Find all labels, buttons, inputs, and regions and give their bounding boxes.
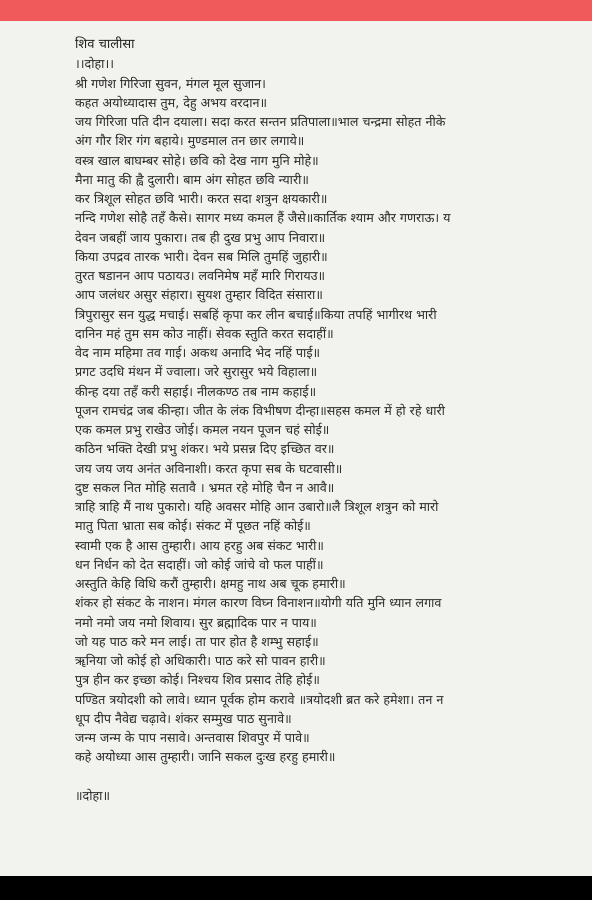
verse-line: एक कमल प्रभु राखेउ जोई। कमल नयन पूजन चहं सोई॥: [75, 422, 330, 437]
verse-line: ॠनिया जो कोई हो अधिकारी। पाठ करे सो पावन हारी॥: [75, 653, 326, 668]
verse-line: त्राहि त्राहि मैं नाथ पुकारो। यहि अवसर मोहि आन उबारो॥लै त्रिशूल शत्रुन को मारो: [75, 499, 439, 514]
verse-line: स्वामी एक है आस तुम्हारी। आय हरहु अब संकट भारी॥: [75, 537, 324, 553]
verse-line: पूजन रामचंद्र जब कीन्हा। जीत के लंक विभीषण दीन्हा॥सहस कमल में हो रहे धारी: [75, 402, 445, 418]
verse-line: दानिन महं तुम सम कोउ नाहीं। सेवक स्तुति करत सदाहीं॥: [75, 325, 334, 341]
verse-line: श्री गणेश गिरिजा सुवन, मंगल मूल सुजान।: [75, 75, 266, 91]
verse-line: अंग गौर शिर गंग बहाये। मुण्डमाल तन छार लगाये॥: [75, 133, 305, 149]
verse-line: मैना मातु की ह्वै दुलारी। बाम अंग सोहत छवि न्यारी॥: [75, 171, 309, 187]
verse-line: नन्दि गणेश सोहै तहँ कैसे। सागर मध्य कमल हैं जैसे॥कार्तिक श्याम और गणराऊ। य: [75, 210, 451, 226]
verse-line: वेद नाम महिमा तव गाई। अकथ अनादि भेद नहिं पाई॥: [75, 345, 321, 360]
verse-line: प्रगट उदधि मंथन में ज्वाला। जरे सुरासुर भये विहाला॥: [75, 364, 318, 380]
verse-line: वस्त्र खाल बाघम्बर सोहे। छवि को देख नाग मुनि मोहे॥: [75, 152, 319, 168]
verse-line: तुरत षडानन आप पठायउ। लवनिमेष महँ मारि गिरायउ॥: [75, 268, 326, 283]
verse-line: अस्तुति केहि विधि करौं तुम्हारी। क्षमहु नाथ अब चूक हमारी॥: [75, 576, 346, 591]
verse-line: जय गिरिजा पति दीन दयाला। सदा करत सन्तन प्रतिपाला॥भाल चन्द्रमा सोहत नीके: [75, 114, 446, 129]
verse-line: मातु पिता भ्राता सब कोई। संकट में पूछत नहिं कोई॥: [75, 518, 311, 534]
page-title: शिव चालीसा: [75, 37, 135, 52]
verse-line: दुष्ट सकल नित मोहि सतावै । भ्रमत रहे मोहि चैन न आवै॥: [75, 479, 335, 495]
verse-line: धन निर्धन को देत सदाहीं। जो कोई जांचे वो फल पाहीं॥: [75, 556, 324, 572]
doha-heading: ।।दोहा।।: [75, 56, 114, 72]
verse-line: कहे अयोध्या आस तुम्हारी। जानि सकल दुःख हरहु हमारी॥: [75, 749, 336, 765]
verse-line: कीन्ह दया तहँ करी सहाई। नीलकण्ठ तब नाम कहाई॥: [75, 383, 317, 399]
verse-list: [75, 74, 592, 767]
verse-line: पण्डित त्रयोदशी को लावे। ध्यान पूर्वक होम करावे ॥त्रयोदशी ब्रत करे हमेशा। तन न: [75, 691, 444, 707]
bottom-navigation-bar: [0, 876, 592, 900]
verse-line: जय जय जय अनंत अविनाशी। करत कृपा सब के घटवासी॥: [75, 460, 343, 476]
spacer: [75, 767, 592, 786]
top-status-bar: [0, 0, 592, 21]
verse-line: कर त्रिशूल सोहत छवि भारी। करत सदा शत्रुन क्षयकारी॥: [75, 191, 328, 206]
verse-line: आप जलंधर असुर संहारा। सुयश तुम्हार विदित संसारा॥: [75, 287, 323, 303]
closing-doha-heading: ॥दोहा॥: [75, 787, 110, 803]
verse-line: किया उपद्रव तारक भारी। देवन सब मिलि तुमहिं जुहारी॥: [75, 248, 328, 264]
verse-line: शंकर हो संकट के नाशन। मंगल कारण विघ्न विनाशन॥योगी यति मुनि ध्यान लगाव: [75, 595, 442, 611]
verse-line: नमो नमो जय नमो शिवाय। सुर ब्रह्मादिक पार न पाय॥: [75, 614, 317, 630]
verse-line: त्रिपुरासुर सन युद्ध मचाई। सबहिं कृपा कर लीन बचाई॥किया तपहिं भागीरथ भारी: [75, 306, 437, 322]
document-page: [0, 21, 592, 876]
verse-line: कहत अयोध्यादास तुम, देहु अभय वरदान॥: [75, 94, 268, 110]
verse-line: जन्म जन्म के पाप नसावे। अन्तवास शिवपुर में पावे॥: [75, 730, 310, 745]
verse-line: देवन जबहीं जाय पुकारा। तब ही दुख प्रभु आप निवारा॥: [75, 229, 326, 245]
chalisa-text: [75, 35, 592, 805]
verse-line: जो यह पाठ करे मन लाई। ता पार होत है शम्भु सहाई॥: [75, 633, 319, 649]
verse-line: कठिन भक्ति देखी प्रभु शंकर। भये प्रसन्न दिए इच्छित वर॥: [75, 441, 335, 457]
verse-line: धूप दीप नैवेद्य चढ़ावे। शंकर सम्मुख पाठ सुनावे॥: [75, 710, 292, 726]
verse-line: पुत्र हीन कर इच्छा कोई। निश्चय शिव प्रसाद तेहि होई॥: [75, 672, 320, 688]
